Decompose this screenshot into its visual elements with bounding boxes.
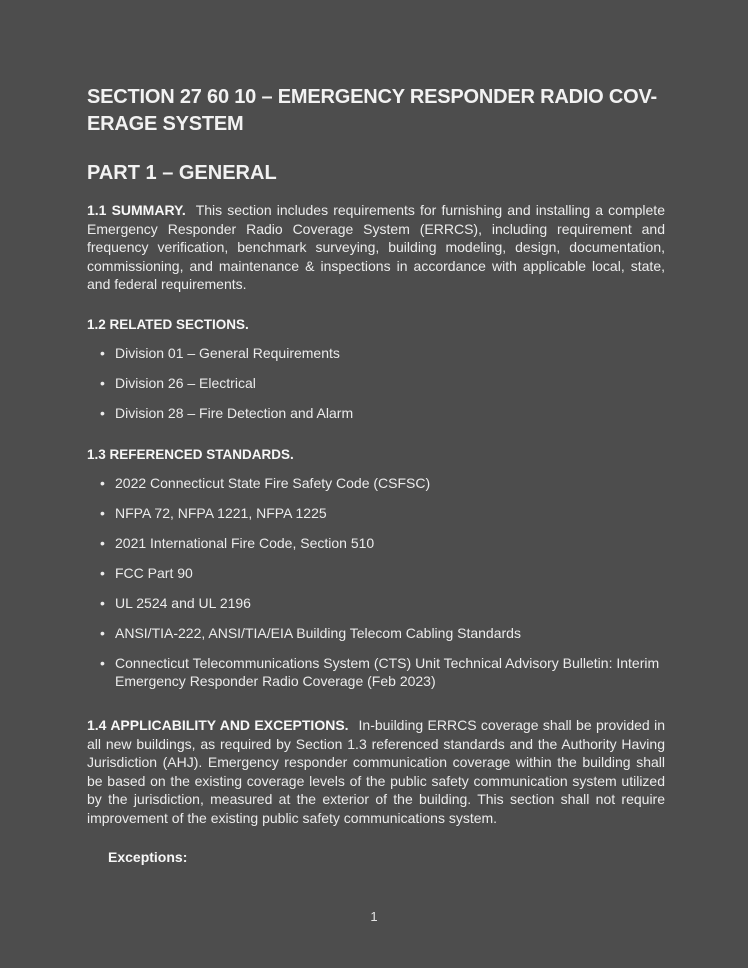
list-item: • Division 28 – Fire Detection and Alarm	[100, 404, 354, 421]
bullet-icon: •	[100, 504, 105, 521]
summary-lead: 1.1 SUMMARY.	[87, 202, 186, 218]
section-title-line-2: ERAGE SYSTEM	[87, 113, 244, 135]
related-sections-list	[87, 344, 665, 422]
list-item: • NFPA 72, NFPA 1221, NFPA 1225	[100, 504, 327, 521]
section-title	[87, 84, 665, 138]
page-content	[87, 84, 665, 865]
page-number: 1	[370, 909, 378, 924]
referenced-standards-list	[87, 474, 665, 690]
list-item: • 2021 International Fire Code, Section 510	[100, 534, 375, 551]
referenced-standards	[87, 446, 665, 690]
part-title: PART 1 – GENERAL	[87, 162, 277, 184]
applicability-paragraph	[87, 716, 665, 828]
section-title-line-1: SECTION 27 60 10 – EMERGENCY RESPONDER RADIO COV-	[87, 86, 657, 108]
summary-text: This section includes requirements for furnishing and installing a complete Emergency Responder Radio Coverage System (ERRCS), including requirement and frequency verification, benchmark surveying, building modeling, design, documentation, commissioning, and maintenance & inspections in accordance with applicable local, state, and federal requirements.	[87, 202, 665, 293]
bullet-icon: •	[100, 534, 105, 551]
related-sections	[87, 316, 665, 422]
bullet-icon: •	[100, 594, 105, 611]
list-item: • Connecticut Telecommunications System (CTS) Unit Technical Advisory Bulletin: Interim Emergency Responder Radio Coverage (Feb 2023)	[100, 654, 660, 689]
referenced-standards-heading: 1.3 REFERENCED STANDARDS.	[87, 446, 294, 462]
list-item: • UL 2524 and UL 2196	[100, 594, 251, 611]
summary-paragraph	[87, 201, 665, 294]
list-item: • 2022 Connecticut State Fire Safety Code (CSFSC)	[100, 474, 431, 491]
applicability-text: In-building ERRCS coverage shall be provided in all new buildings, as required by Section 1.3 referenced standards and the Authority Having Jurisdiction (AHJ). Emergency responder communication coverage within the building shall be based on the existing coverage levels of the public safety communication system utilized by the jurisdiction, measured at the exterior of the building. This section shall not require improvement of the existing public safety communications system.	[87, 716, 665, 826]
related-sections-heading: 1.2 RELATED SECTIONS.	[87, 316, 249, 332]
exceptions-label: Exceptions:	[108, 848, 188, 865]
bullet-icon: •	[100, 654, 105, 671]
bullet-icon: •	[100, 374, 105, 391]
list-item: • FCC Part 90	[100, 564, 193, 581]
bullet-icon: •	[100, 624, 105, 641]
applicability-lead: 1.4 APPLICABILITY AND EXCEPTIONS.	[87, 716, 349, 733]
list-item: • Division 26 – Electrical	[100, 374, 256, 391]
bullet-icon: •	[100, 564, 105, 581]
list-item: • ANSI/TIA-222, ANSI/TIA/EIA Building Telecom Cabling Standards	[100, 624, 521, 641]
list-item: • Division 01 – General Requirements	[100, 344, 340, 361]
bullet-icon: •	[100, 344, 105, 361]
bullet-icon: •	[100, 474, 105, 491]
bullet-icon: •	[100, 404, 105, 421]
